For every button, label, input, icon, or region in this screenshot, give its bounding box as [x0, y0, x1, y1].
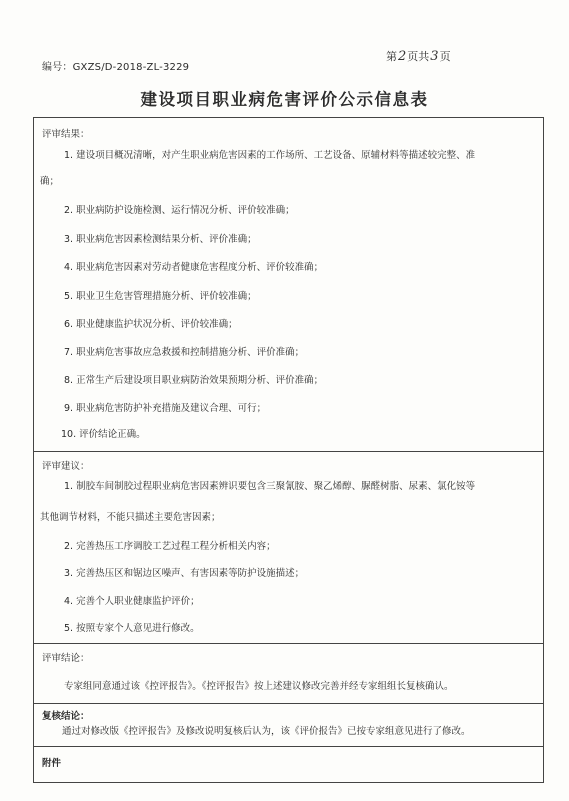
review-suggestion-item: 4. 完善个人职业健康监护评价；	[64, 596, 200, 607]
review-result-item: 确；	[40, 176, 60, 187]
info-table	[33, 117, 544, 783]
review-result-item: 7. 职业病危害事故应急救援和控制措施分析、评价准确；	[64, 347, 305, 358]
review-result-item: 9. 职业病危害防护补充措施及建议合理、可行；	[64, 403, 267, 414]
review-result-item: 6. 职业健康监护状况分析、评价较准确；	[64, 319, 238, 330]
review-result-item: 2. 职业病防护设施检测、运行情况分析、评价较准确；	[64, 205, 295, 216]
review-suggestion-item: 其他调节材料，不能只描述主要危害因素；	[40, 512, 221, 523]
review-suggestion-item: 2. 完善热压工序调胶工艺过程工程分析相关内容；	[64, 541, 276, 552]
review-result-item: 8. 正常生产后建设项目职业病防治效果预期分析、评价准确；	[64, 375, 324, 386]
review-suggestion-item: 3. 完善热压区和锯边区噪声、有害因素等防护设施描述；	[64, 568, 305, 579]
page-indicator	[386, 48, 451, 64]
recheck-conclusion-section	[34, 703, 543, 746]
review-suggestion-item: 1. 制胶车间制胶过程职业病危害因素辨识要包含三聚氰胺、聚乙烯醇、脲醛树脂、尿素、氯化铵等	[64, 481, 476, 492]
attachment-section	[34, 746, 543, 782]
page-middle: 页共	[407, 50, 430, 63]
review-result-item: 3. 职业病危害因素检测结果分析、评价准确；	[64, 234, 257, 245]
document-title: 建设项目职业病危害评价公示信息表	[140, 90, 429, 109]
review-conclusion-section	[34, 643, 543, 703]
review-conclusion-text: 专家组同意通过该《控评报告》。《控评报告》按上述建议修改完善并经专家组组长复核确认。	[64, 681, 454, 692]
review-conclusion-heading: 评审结论：	[42, 653, 90, 664]
attachment-heading: 附件	[42, 758, 62, 769]
recheck-conclusion-text: 通过对修改版《控评报告》及修改说明复核后认为，该《评价报告》已按专家组意见进行了修改。	[62, 726, 471, 737]
page-current: 2	[398, 49, 407, 64]
page-suffix: 页	[439, 50, 451, 63]
review-result-item: 10. 评价结论正确。	[61, 429, 146, 440]
recheck-conclusion-heading: 复核结论：	[42, 711, 90, 722]
page-prefix: 第	[386, 50, 397, 63]
page-total: 3	[430, 49, 439, 64]
review-results-section	[34, 118, 543, 451]
review-suggestions-section	[34, 451, 543, 643]
review-result-item: 1. 建设项目概况清晰，对产生职业病危害因素的工作场所、工艺设备、原辅材料等描述较完整、准	[64, 150, 476, 161]
review-suggestions-heading: 评审建议：	[42, 461, 90, 472]
review-results-heading: 评审结果：	[42, 129, 90, 140]
review-suggestion-item: 5. 按照专家个人意见进行修改。	[64, 623, 200, 634]
document-number: 编号：GXZS/D-2018-ZL-3229	[42, 62, 190, 73]
review-result-item: 4. 职业病危害因素对劳动者健康危害程度分析、评价较准确；	[64, 262, 324, 273]
review-result-item: 5. 职业卫生危害管理措施分析、评价较准确；	[64, 291, 257, 302]
